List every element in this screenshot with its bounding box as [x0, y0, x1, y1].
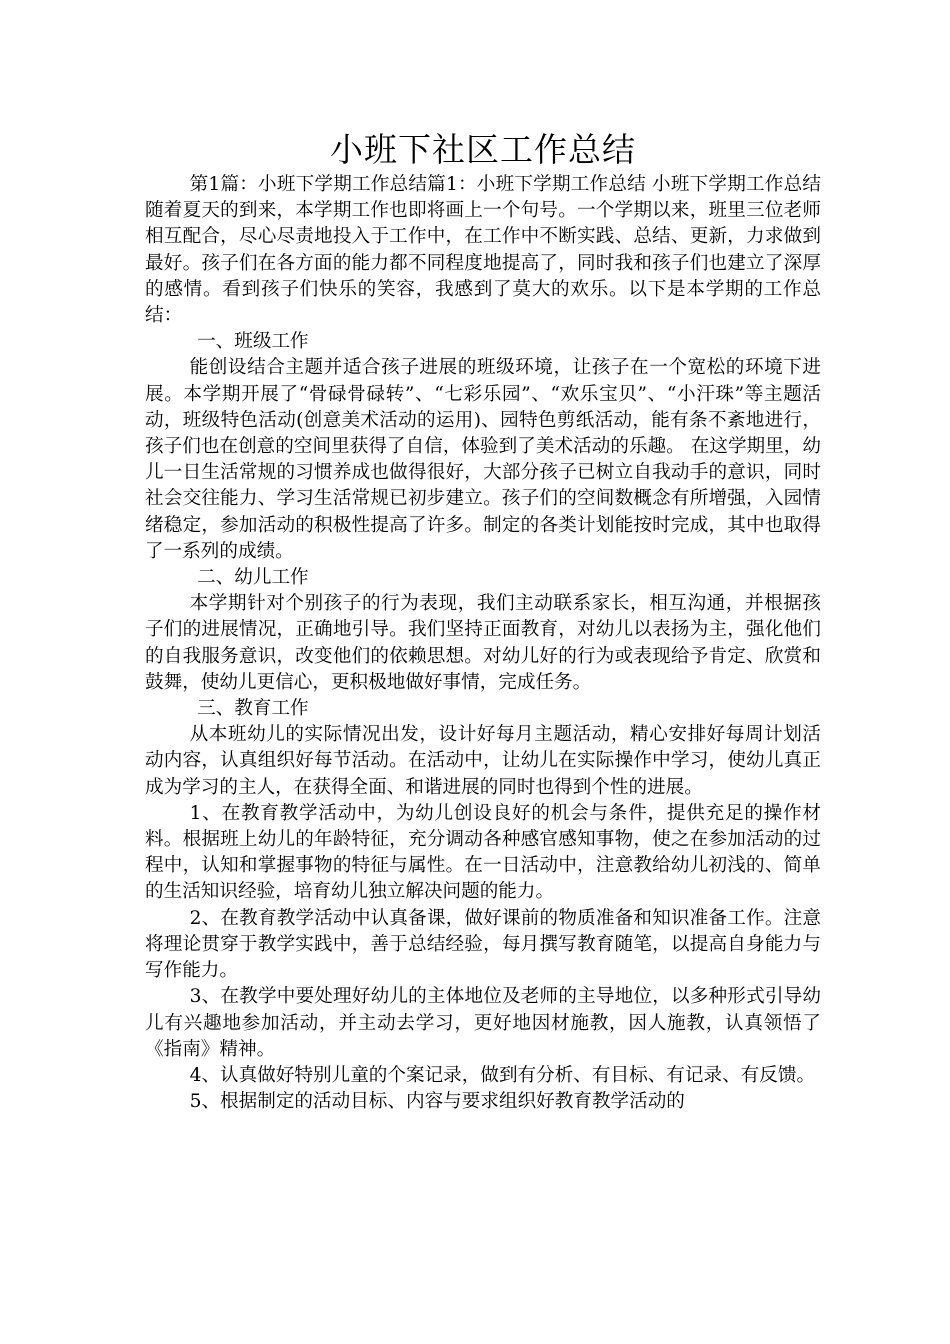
document-title: 小班下社区工作总结 — [330, 130, 636, 169]
section-heading-education-work: 三、教育工作 — [197, 698, 309, 720]
class-work-paragraph: 能创设结合主题并适合孩子进展的班级环境，让孩子在一个宽松的环境下进展。本学期开展了“骨碌骨碌转”、“七彩乐园”、“欢乐宝贝”、“小汗珠”等主题活动，班级特色活动(创意美术活动的运用)、园特色剪纸活动，能有条不紊地进行，孩子们也在创意的空间里获得了自信，体验到了美术活动的乐趣。 在这学期里，幼儿一日生活常规的习惯养成也做得很好，大部分孩子已树立自我动手的意识，同时社会交往能力、学习生活常规已初步建立。孩子们的空间数概念有所增强，入园情绪稳定，参加活动的积极性提高了许多。制定的各类计划能按时完成，其中也取得了一系列的成绩。 — [145, 357, 821, 562]
document-page — [145, 128, 821, 1115]
list-item-3: 3、在教学中要处理好幼儿的主体地位及老师的主导地位，以多种形式引导幼儿有兴趣地参加活动，并主动去学习，更好地因材施教，因人施教，认真领悟了《指南》精神。 — [145, 986, 821, 1060]
section-heading-class-work: 一、班级工作 — [197, 331, 309, 353]
education-work-paragraph: 从本班幼儿的实际情况出发，设计好每月主题活动，精心安排好每周计划活动内容，认真组织好每节活动。在活动中，让幼儿在实际操作中学习，使幼儿真正成为学习的主人，在获得全面、和谐进展的同时也得到个性的进展。 — [145, 724, 821, 798]
list-item-1: 1、在教育教学活动中，为幼儿创设良好的机会与条件，提供充足的操作材料。根据班上幼儿的年龄特征，充分调动各种感官感知事物，使之在参加活动的过程中，认知和掌握事物的特征与属性。在一日活动中，注意教给幼儿初浅的、简单的生活知识经验，培育幼儿独立解决问题的能力。 — [145, 802, 821, 903]
list-item-5: 5、根据制定的活动目标、内容与要求组织好教育教学活动的 — [189, 1091, 685, 1113]
document-body — [145, 172, 821, 1115]
intro-paragraph: 第1篇：小班下学期工作总结篇1：小班下学期工作总结 小班下学期工作总结 随着夏天的到来，本学期工作也即将画上一个句号。一个学期以来，班里三位老师相互配合，尽心尽责地投入于工作中，在工作中不断实践、总结、更新，力求做到最好。孩子们在各方面的能力都不同程度地提高了，同时我和孩子们也建立了深厚的感情。看到孩子们快乐的笑容，我感到了莫大的欢乐。以下是本学期的工作总结： — [145, 174, 821, 327]
list-item-2: 2、在教育教学活动中认真备课，做好课前的物质准备和知识准备工作。注意将理论贯穿于教学实践中，善于总结经验，每月撰写教育随笔，以提高自身能力与写作能力。 — [145, 907, 821, 982]
list-item-4: 4、认真做好特别儿童的个案记录，做到有分析、有目标、有记录、有反馈。 — [189, 1064, 816, 1086]
section-heading-child-work: 二、幼儿工作 — [197, 567, 309, 589]
child-work-paragraph: 本学期针对个别孩子的行为表现，我们主动联系家长，相互沟通，并根据孩子们的进展情况，正确地引导。我们坚持正面教育，对幼儿以表扬为主，强化他们的自我服务意识，改变他们的依赖思想。对幼儿好的行为或表现给予肯定、欣赏和鼓舞，使幼儿更信心，更积极地做好事情，完成任务。 — [145, 593, 821, 693]
